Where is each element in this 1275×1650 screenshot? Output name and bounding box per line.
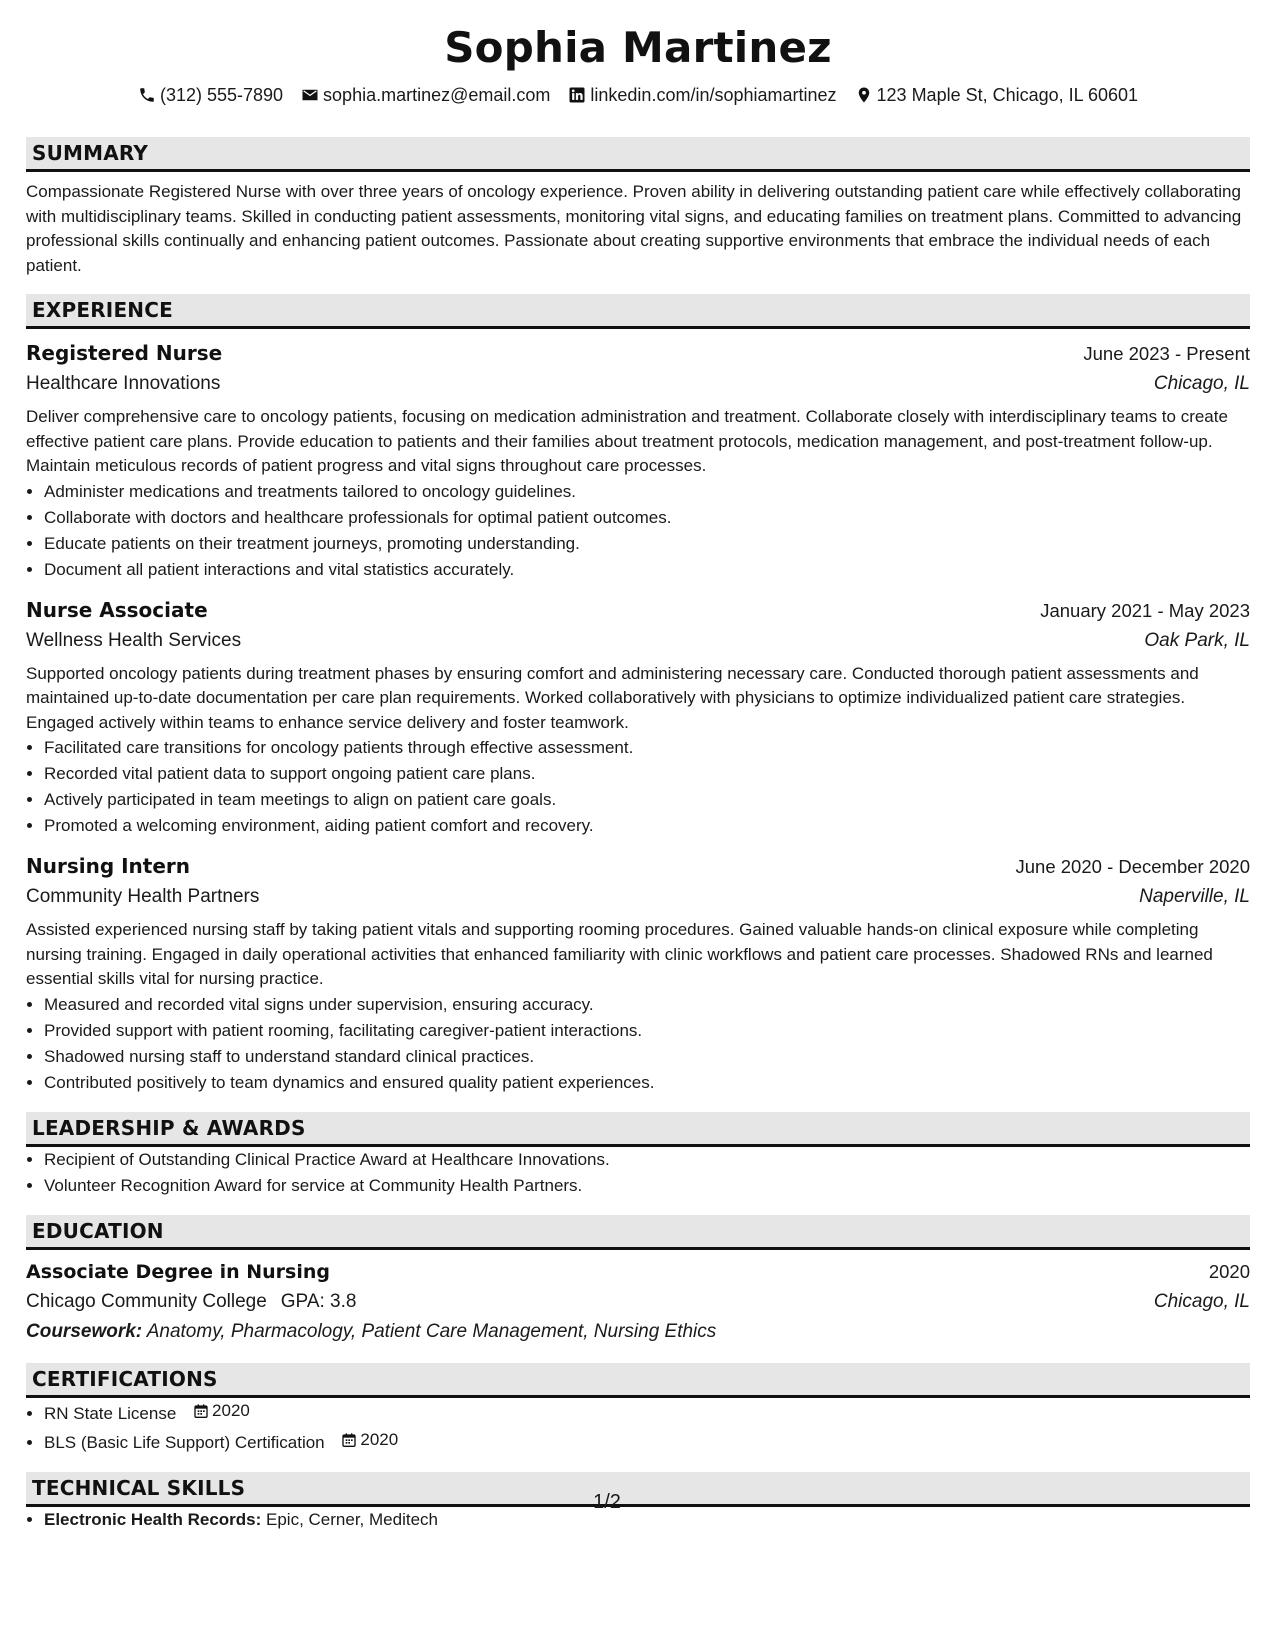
job-company: Community Health Partners [26,886,260,907]
job-bullet: • Collaborate with doctors and healthcare professionals for optimal patient outcomes. [44,505,1250,531]
education-entry [26,1258,1250,1347]
page-number: 1/2 [593,1491,621,1513]
job-company: Wellness Health Services [26,629,242,651]
job-bullet: • Educate patients on their treatment journeys, promoting understanding. [44,531,1250,557]
job-dates: January 2021 - May 2023 [1040,599,1250,621]
skills-heading: TECHNICAL SKILLS [26,1472,1250,1507]
job-bullet: • Facilitated care transitions for oncology patients through effective assessment. [44,735,1250,761]
certifications-heading: CERTIFICATIONS [26,1363,1250,1398]
job-entry [26,852,1250,1096]
job-bullet: • Contributed positively to team dynamics and ensured quality patient experiences. [44,1070,1250,1096]
email-text: sophia.martinez@email.com [323,85,551,105]
job-title: Nursing Intern [26,854,191,878]
job-entry [26,596,1250,840]
resume-page [26,18,1250,1533]
certification-year: 2020 [212,1400,250,1420]
job-title: Registered Nurse [26,341,223,365]
awards-heading: LEADERSHIP & AWARDS [26,1112,1250,1147]
job-description: Assisted experienced nursing staff by taking patient vitals and supporting rooming procedures. Gained valuable hands-on clinical exposure while completing nursing training. Engaged in daily operational activities that enhanced familiarity with clinic workflows and patient care processes. Shadowed RNs and learned essential skills vital for nursing practice. [26,920,1213,988]
certification-item [44,1398,1250,1427]
map-pin-icon [855,86,873,104]
coursework-text: Anatomy, Pharmacology, Patient Care Management, Nursing Ethics [146,1320,717,1342]
job-bullets [26,992,1250,1096]
summary-heading: SUMMARY [26,137,1250,172]
gpa: GPA: 3.8 [280,1290,357,1312]
job-company: Healthcare Innovations [26,373,221,394]
envelope-icon [301,86,319,104]
school-location: Chicago, IL [1153,1290,1250,1312]
job-dates: June 2020 - December 2020 [1015,856,1250,877]
linkedin-icon [568,86,586,104]
education-heading: EDUCATION [26,1215,1250,1250]
certification-name: RN State License [44,1403,177,1423]
job-description: Deliver comprehensive care to oncology patients, focusing on medication administration and treatment. Collaborate closely with interdisciplinary teams to create effective patient care plans. Provide education to patients and their families about treatment protocols, medication management, and post-treatment follow-up. Maintain meticulous records of patient progress and vital signs throughout care processes. [26,407,1228,475]
job-location: Chicago, IL [1153,373,1250,394]
certification-item [44,1427,1250,1456]
job-location: Oak Park, IL [1144,629,1250,651]
certification-date [341,1427,398,1453]
calendar-icon [341,1432,357,1448]
certification-year: 2020 [360,1429,399,1449]
job-bullet: • Measured and recorded vital signs under supervision, ensuring accuracy. [44,992,1250,1018]
job-bullet: • Shadowed nursing staff to understand standard clinical practices. [44,1044,1250,1070]
certifications-list [26,1398,1250,1456]
address-text: 123 Maple St, Chicago, IL 60601 [876,85,1139,105]
phone-text: (312) 555-7890 [159,85,284,105]
certification-date [193,1398,250,1424]
job-dates: June 2023 - Present [1083,343,1250,364]
award-item: • Recipient of Outstanding Clinical Practice Award at Healthcare Innovations. [44,1147,1250,1173]
skill-value: Epic, Cerner, Meditech [266,1509,438,1529]
degree-title: Associate Degree in Nursing [26,1260,330,1283]
phone-icon [138,86,156,104]
job-bullet: • Administer medications and treatments tailored to oncology guidelines. [44,479,1250,505]
graduation-year: 2020 [1208,1260,1250,1282]
job-location: Naperville, IL [1139,886,1250,907]
certification-name: BLS (Basic Life Support) Certification [44,1432,325,1452]
contact-address [855,84,1139,106]
school-line [26,1286,356,1317]
linkedin-text: linkedin.com/in/sophiamartinez [590,85,837,105]
job-bullet: • Provided support with patient rooming, facilitating caregiver-patient interactions. [44,1018,1250,1044]
coursework [26,1317,1250,1347]
job-bullet: • Document all patient interactions and vital statistics accurately. [44,557,1250,583]
summary-text: Compassionate Registered Nurse with over three years of oncology experience. Proven ability in delivering outstanding patient care while effectively collaborating with multidisciplinary teams. Skilled in conducting patient assessments, monitoring vital signs, and educating families on treatment plans. Committed to advancing professional skills continually and enhancing patient outcomes. Passionate about creating supportive environments that embrace the individual needs of each patient. [26,182,1242,275]
contact-email[interactable] [301,84,550,106]
award-item: • Volunteer Recognition Award for service at Community Health Partners. [44,1173,1250,1199]
job-entry [26,339,1250,583]
coursework-label: Coursework: [26,1320,143,1342]
contact-bar [26,84,1250,106]
school-name: Chicago Community College [26,1290,267,1312]
awards-list [26,1147,1250,1199]
candidate-name: Sophia Martinez [444,23,832,72]
calendar-icon [193,1403,209,1419]
job-bullet: • Actively participated in team meetings to align on patient care goals. [44,787,1250,813]
contact-linkedin[interactable] [568,84,836,106]
job-title: Nurse Associate [26,597,208,622]
contact-phone[interactable] [138,84,283,106]
job-bullets [26,479,1250,583]
job-bullets [26,735,1250,839]
job-description: Supported oncology patients during treatment phases by ensuring comfort and administering necessary care. Conducted thorough patient assessments and maintained up-to-date documentation per care plan requirements. Worked collaboratively with physicians to optimize individualized patient care strategies. Engaged actively within teams to enhance service delivery and foster teamwork. [26,663,1199,732]
skill-label: Electronic Health Records: [44,1509,262,1529]
experience-heading: EXPERIENCE [26,294,1250,329]
job-bullet: • Recorded vital patient data to support ongoing patient care plans. [44,761,1250,787]
job-bullet: • Promoted a welcoming environment, aiding patient comfort and recovery. [44,813,1250,839]
